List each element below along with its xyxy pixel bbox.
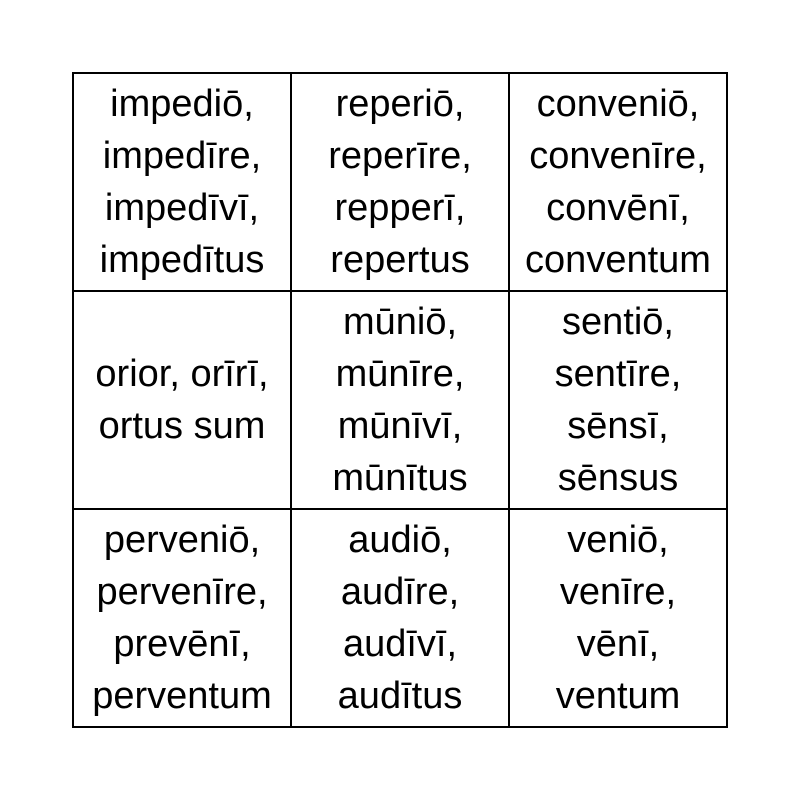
- cell-text-line: repperī,: [334, 187, 466, 229]
- cell-text-line: audīre,: [340, 571, 460, 613]
- bingo-cell-audio[interactable]: [292, 510, 510, 726]
- cell-text-line: sentīre,: [554, 353, 682, 395]
- cell-text-line: vēnī,: [576, 623, 660, 665]
- cell-text-line: impediō,: [110, 83, 254, 125]
- bingo-cell-munio[interactable]: [292, 292, 510, 510]
- cell-text-line: conventum: [525, 239, 711, 281]
- cell-text-line: convenīre,: [529, 135, 707, 177]
- cell-text-line: reperīre,: [328, 135, 472, 177]
- bingo-cell-sentio[interactable]: [510, 292, 726, 510]
- cell-text-line: pervenīre,: [96, 571, 268, 613]
- cell-text-line: sentiō,: [562, 301, 674, 343]
- cell-text-line: mūnītus: [332, 457, 468, 499]
- cell-text-line: perventum: [92, 675, 272, 717]
- cell-text-line: veniō,: [567, 519, 669, 561]
- cell-text-line: sēnsus: [557, 457, 679, 499]
- cell-text-line: sēnsī,: [567, 405, 669, 447]
- cell-text-line: convēnī,: [546, 187, 690, 229]
- bingo-cell-pervenio[interactable]: [74, 510, 292, 726]
- cell-text-line: orior, orīrī,: [95, 353, 269, 395]
- cell-text-line: mūniō,: [342, 301, 458, 343]
- bingo-cell-impedio[interactable]: [74, 74, 292, 292]
- cell-text-line: impedīvī,: [104, 187, 260, 229]
- cell-text-line: ortus sum: [98, 405, 266, 447]
- cell-text-line: perveniō,: [103, 519, 261, 561]
- bingo-cell-orior[interactable]: [74, 292, 292, 510]
- cell-text-line: impedīre,: [102, 135, 262, 177]
- cell-text-line: conveniō,: [536, 83, 700, 125]
- cell-text-line: audiō,: [348, 519, 452, 561]
- cell-text-line: prevēnī,: [113, 623, 251, 665]
- cell-text-line: mūnīre,: [335, 353, 465, 395]
- cell-text-line: audīvī,: [342, 623, 458, 665]
- cell-text-line: impedītus: [99, 239, 265, 281]
- bingo-cell-venio[interactable]: [510, 510, 726, 726]
- cell-text-line: mūnīvī,: [337, 405, 463, 447]
- bingo-cell-convenio[interactable]: [510, 74, 726, 292]
- cell-text-line: ventum: [555, 675, 681, 717]
- cell-text-line: repertus: [330, 239, 470, 281]
- bingo-board: [72, 72, 728, 728]
- cell-text-line: venīre,: [559, 571, 677, 613]
- cell-text-line: audītus: [337, 675, 463, 717]
- bingo-cell-reperio[interactable]: [292, 74, 510, 292]
- cell-text-line: reperiō,: [335, 83, 465, 125]
